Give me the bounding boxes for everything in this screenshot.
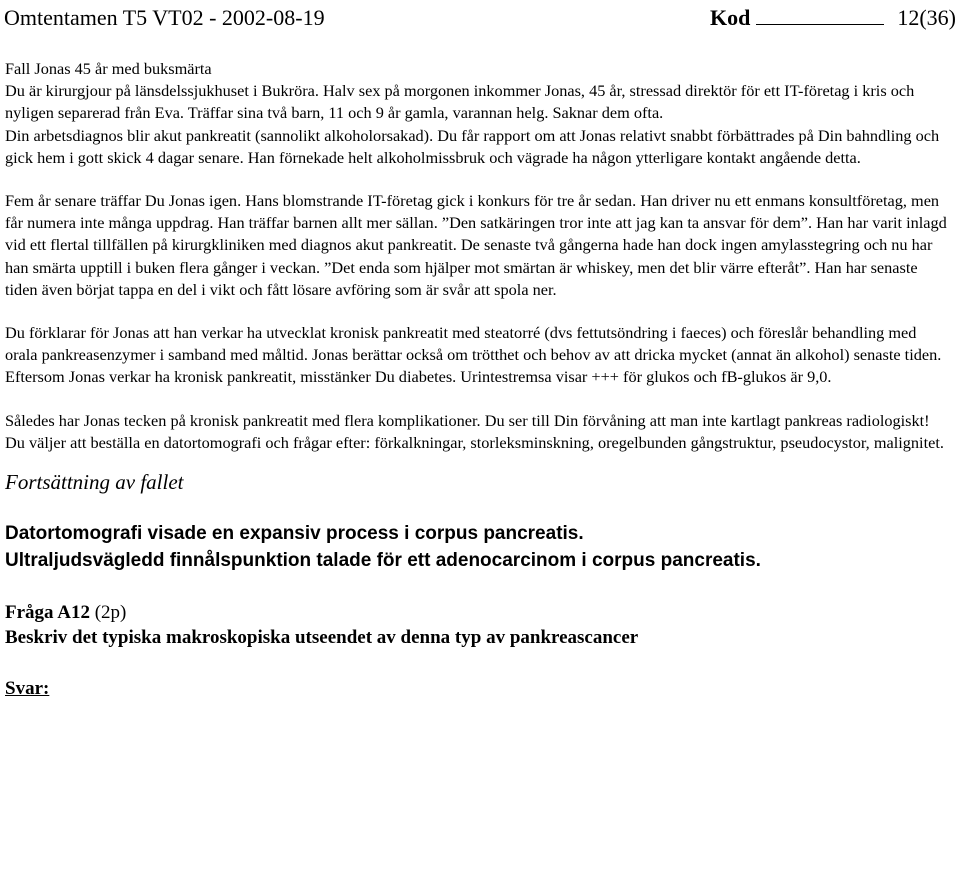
- answer-label: Svar:: [5, 678, 50, 700]
- ct-finding: Datortomografi visade en expansiv process i corpus pancreatis.: [5, 523, 584, 545]
- question-points: (2p): [94, 602, 127, 624]
- page-header: [4, 0, 956, 36]
- case-ct-order: Du väljer att beställa en datortomografi och frågar efter: förkalkningar, storleksminskning, oregelbunden gångstruktur, pseudocystor, malignitet.: [5, 432, 944, 452]
- document-body: [5, 58, 950, 701]
- exam-title: Omtentamen T5 VT02 - 2002-08-19: [4, 5, 325, 30]
- case-chronic: Du förklarar för Jonas att han verkar ha utvecklat kronisk pankreatit med steatorré (dvs fettutsöndring i faeces) och föreslår behandling med orala pankreasenzymer i samband med måltid. Jonas berättar också om trötthet och behov av att dricka mycket (annat än alkohol) senaste tiden. Eftersom Jonas verkar ha kronisk pankreatit, misstänker Du diabetes. Urintestremsa visar +++ för glukos och fB-glukos är 9,0.: [5, 323, 942, 387]
- spacer: [5, 169, 950, 190]
- case-followup: Fem år senare träffar Du Jonas igen. Hans blomstrande IT-företag gick i konkurs för tre år sedan. Han driver nu ett enmans konsultföretag, men får numera inte många uppdrag. Han träffar barnen allt mer sällan. ”Den satkäringen tror inte att jag kan ta ansvar för dem”. Han har varit inlagd vid ett flertal tillfällen på kirurgkliniken med diagnos akut pankreatit. De senaste två gångerna hade han dock ingen amylasstegring och nu har han smärta upptill i buken flera gånger i veckan. ”Det enda som hjälper mot smärtan är whiskey, men det blir värre efteråt”. Han har senaste tiden även börjat tappa en del i vikt och fått lösare avföring som är svår att spola ner.: [5, 191, 947, 299]
- kod-label: Kod: [709, 5, 751, 30]
- biopsy-finding: Ultraljudsvägledd finnålspunktion talade för ett adenocarcinom i corpus pancreatis.: [5, 550, 761, 572]
- continuation-heading: Fortsättning av fallet: [5, 470, 184, 495]
- case-title: Fall Jonas 45 år med buksmärta: [5, 59, 212, 78]
- case-radiology-note: Således har Jonas tecken på kronisk pankreatit med flera komplikationer. Du ser till Din förvåning att man inte kartlagt pankreas radiologiskt!: [5, 410, 930, 430]
- question-title: [5, 600, 950, 625]
- case-intro: Du är kirurgjour på länsdelssjukhuset i Bukröra. Halv sex på morgonen inkommer Jonas, 45 år, stressad direktör för ett IT-företag i kris och nyligen separerad från Eva. Träffar sina två barn, 11 och 9 år gamla, varannan helg. Saknar dem ofta.: [5, 81, 915, 123]
- page-number: 12(36): [897, 5, 956, 30]
- question-text: Beskriv det typiska makroskopiska utseendet av denna typ av pankreascancer: [5, 627, 639, 649]
- question-label: Fråga A12: [5, 602, 90, 624]
- header-right: [710, 0, 956, 36]
- case-diagnosis: Din arbetsdiagnos blir akut pankreatit (sannolikt alkoholorsakad). Du får rapport om att Jonas relativt snabbt förbättrades på Din bahndling och gick hem i gott skick 4 dagar senare. Han förnekade helt alkoholmissbruk och vägrade ha någon ytterligare kontakt angående detta.: [5, 125, 940, 167]
- kod-input-line: [756, 4, 884, 25]
- continuation-findings: [5, 520, 950, 574]
- spacer: [5, 301, 950, 322]
- spacer: [5, 389, 950, 410]
